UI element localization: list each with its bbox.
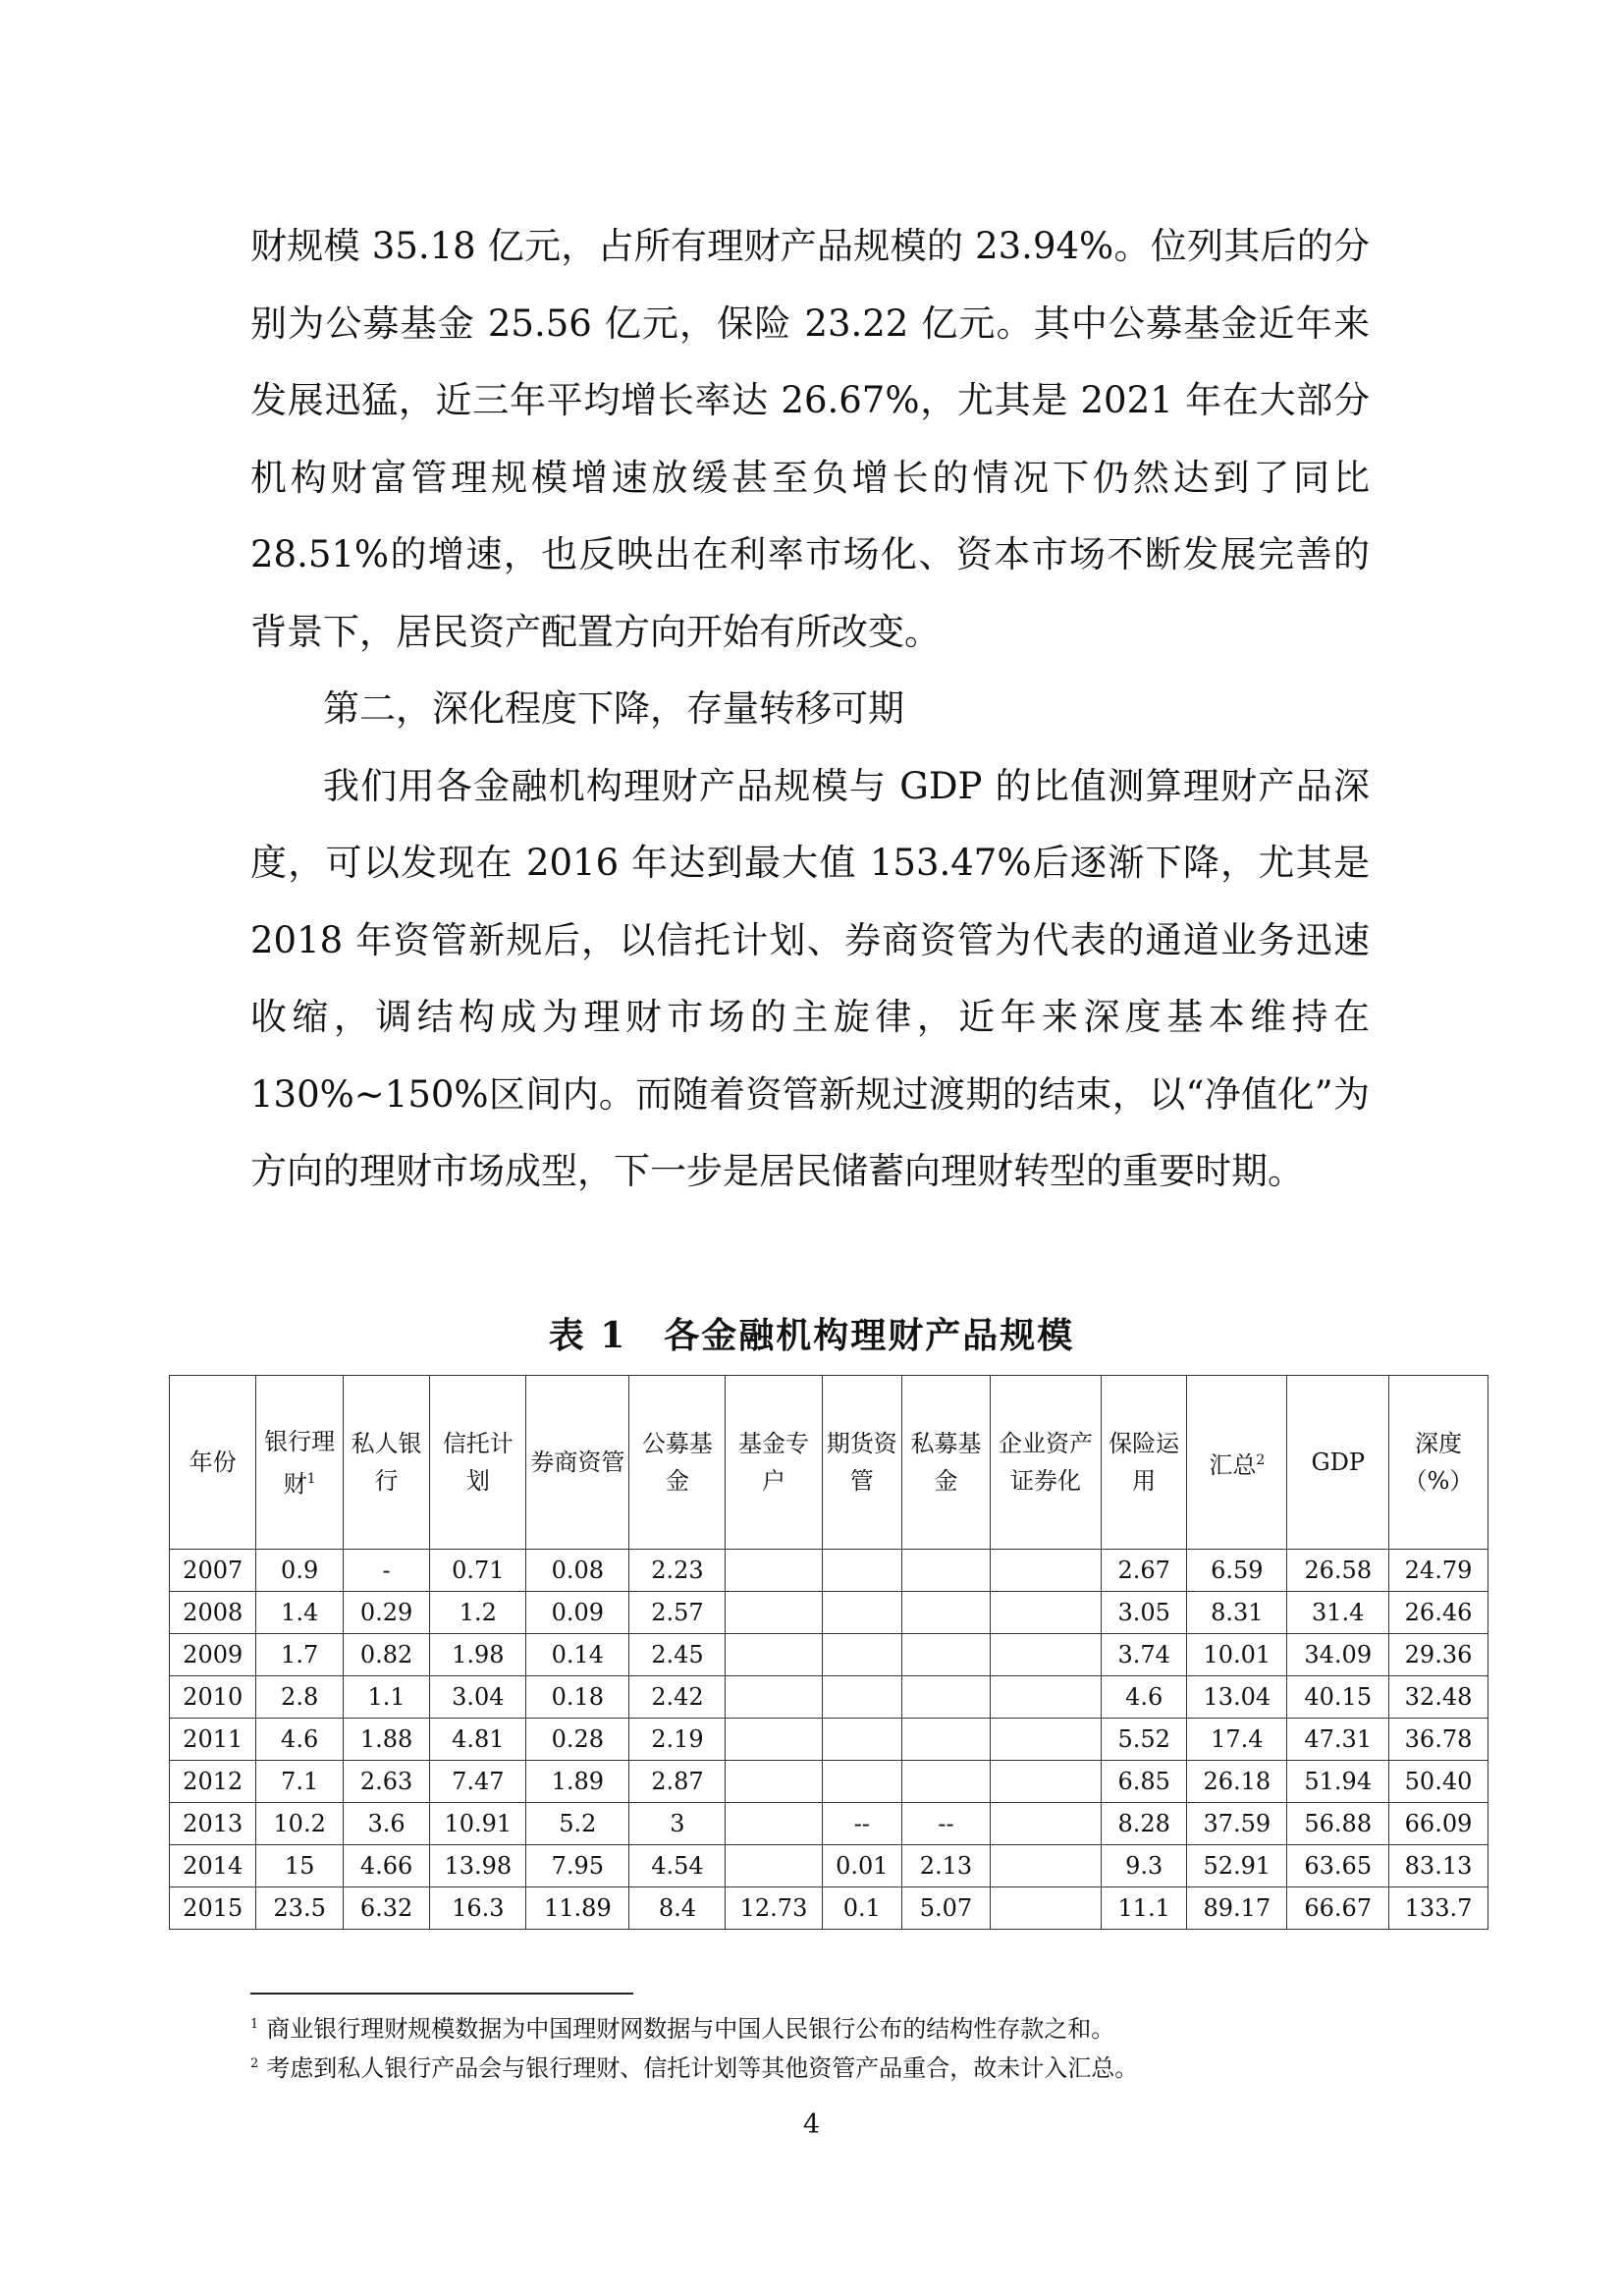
table-cell: 2008 (170, 1592, 256, 1634)
table-cell: 0.29 (343, 1592, 429, 1634)
column-header-label: GDP (1311, 1449, 1366, 1476)
table-cell: 5.07 (902, 1887, 991, 1930)
table-cell: 11.89 (526, 1887, 629, 1930)
table-cell (822, 1634, 902, 1676)
table-cell: 1.4 (256, 1592, 343, 1634)
column-header (343, 1376, 429, 1550)
table-cell: 4.66 (343, 1845, 429, 1887)
table-cell: 1.1 (343, 1676, 429, 1719)
table-cell: 40.15 (1287, 1676, 1389, 1719)
table-row (170, 1803, 1488, 1845)
table-cell (990, 1592, 1101, 1634)
table-cell: 0.09 (526, 1592, 629, 1634)
table-cell: 6.32 (343, 1887, 429, 1930)
table-cell (990, 1803, 1101, 1845)
table-cell: 2.63 (343, 1761, 429, 1803)
table-cell (822, 1761, 902, 1803)
table-cell: 2.13 (902, 1845, 991, 1887)
footnote-2 (250, 2047, 1429, 2086)
table-cell: 5.2 (526, 1803, 629, 1845)
table-cell: 10.91 (430, 1803, 526, 1845)
table-title: 表 1 各金融机构理财产品规模 (548, 1315, 1075, 1356)
column-header-label: 期货资管 (826, 1430, 897, 1495)
table-cell: 10.01 (1187, 1634, 1287, 1676)
table-cell (902, 1761, 991, 1803)
column-header (902, 1376, 991, 1550)
column-header (1389, 1376, 1488, 1550)
footnote-rule (250, 1993, 633, 1995)
table-cell (726, 1761, 822, 1803)
table-row (170, 1887, 1488, 1930)
table-cell: 32.48 (1389, 1676, 1488, 1719)
table-cell: 2014 (170, 1845, 256, 1887)
table-cell: 133.7 (1389, 1887, 1488, 1930)
column-header (726, 1376, 822, 1550)
table-cell: 4.6 (256, 1719, 343, 1761)
table-cell: 1.88 (343, 1719, 429, 1761)
table-header-row (170, 1376, 1488, 1550)
table-cell: 2.57 (629, 1592, 726, 1634)
column-header-label: 汇总 (1209, 1450, 1257, 1479)
column-header-label: 年份 (189, 1449, 237, 1476)
table-cell: 0.01 (822, 1845, 902, 1887)
paragraph-2: 我们用各金融机构理财产品规模与 GDP 的比值测算理财产品深度，可以发现在 2016 年达到最大值 153.47%后逐渐下降，尤其是 2018 年资管新规后，以信托计划、券商资管为代表的通道业务迅速收缩，调结构成为理财市场的主旋律，近年来深度基本维持在 130%~150%区间内。而随着资管新规过渡期的结束，以“净值化”为方向的理财市场成型，下一步是居民储蓄向理财转型的重要时期。 (250, 764, 1370, 1192)
table-cell: 0.28 (526, 1719, 629, 1761)
table-cell: 0.14 (526, 1634, 629, 1676)
table-row (170, 1592, 1488, 1634)
table-cell: 2009 (170, 1634, 256, 1676)
data-table (169, 1375, 1488, 1930)
table-cell: 24.79 (1389, 1550, 1488, 1592)
table-cell: 63.65 (1287, 1845, 1389, 1887)
footnote-1 (250, 2007, 1429, 2047)
column-header (990, 1376, 1101, 1550)
column-header-label: 基金专户 (738, 1430, 809, 1495)
table-cell: 2010 (170, 1676, 256, 1719)
table-cell: 4.6 (1102, 1676, 1187, 1719)
footnote-ref: 2 (1256, 1451, 1266, 1468)
table-cell: 2.87 (629, 1761, 726, 1803)
column-header-label: 企业资产证券化 (999, 1430, 1093, 1495)
table-cell (822, 1592, 902, 1634)
table-cell: 66.09 (1389, 1803, 1488, 1845)
table-cell: 0.71 (430, 1550, 526, 1592)
table-cell: 8.28 (1102, 1803, 1187, 1845)
table-cell: -- (902, 1803, 991, 1845)
table-cell: 26.58 (1287, 1550, 1389, 1592)
table-cell (726, 1719, 822, 1761)
table-cell: 47.31 (1287, 1719, 1389, 1761)
column-header (1187, 1376, 1287, 1550)
table-cell: 83.13 (1389, 1845, 1488, 1887)
section-heading: 第二，深化程度下降，存量转移可期 (323, 687, 904, 730)
table-cell: 3.6 (343, 1803, 429, 1845)
column-header (1287, 1376, 1389, 1550)
table-cell: 66.67 (1287, 1887, 1389, 1930)
table-cell: 3.05 (1102, 1592, 1187, 1634)
table-cell: 0.18 (526, 1676, 629, 1719)
table-row (170, 1719, 1488, 1761)
footnotes (250, 2007, 1429, 2086)
column-header (822, 1376, 902, 1550)
column-header-label: 公募基金 (641, 1430, 713, 1495)
table-cell: 9.3 (1102, 1845, 1187, 1887)
table-cell: 7.1 (256, 1761, 343, 1803)
column-header-label: 券商资管 (530, 1449, 625, 1476)
table-row (170, 1634, 1488, 1676)
table-cell: 2.45 (629, 1634, 726, 1676)
footnote-ref: 1 (306, 1470, 316, 1487)
table-cell: 15 (256, 1845, 343, 1887)
table-cell: 0.9 (256, 1550, 343, 1592)
table-cell: 2.42 (629, 1676, 726, 1719)
table-cell: 2012 (170, 1761, 256, 1803)
table-cell: 2011 (170, 1719, 256, 1761)
table-cell: 2.8 (256, 1676, 343, 1719)
table-cell: 37.59 (1187, 1803, 1287, 1845)
table-cell: 26.18 (1187, 1761, 1287, 1803)
table-cell: 1.7 (256, 1634, 343, 1676)
table-cell: 12.73 (726, 1887, 822, 1930)
table-cell: 16.3 (430, 1887, 526, 1930)
table-cell (902, 1719, 991, 1761)
table-cell: 7.95 (526, 1845, 629, 1887)
table-cell (726, 1803, 822, 1845)
table-cell: 26.46 (1389, 1592, 1488, 1634)
table-cell: 0.1 (822, 1887, 902, 1930)
table-cell: 56.88 (1287, 1803, 1389, 1845)
column-header (430, 1376, 526, 1550)
table-cell: 2.23 (629, 1550, 726, 1592)
table-cell: 2013 (170, 1803, 256, 1845)
table-cell (902, 1550, 991, 1592)
table-cell: 2.19 (629, 1719, 726, 1761)
table-cell: 3.04 (430, 1676, 526, 1719)
column-header (1102, 1376, 1187, 1550)
table-cell (726, 1634, 822, 1676)
body-text (250, 208, 1370, 1211)
table-cell: 31.4 (1287, 1592, 1389, 1634)
table-cell: 3 (629, 1803, 726, 1845)
table-cell: 8.4 (629, 1887, 726, 1930)
table-cell (990, 1676, 1101, 1719)
table-cell: 29.36 (1389, 1634, 1488, 1676)
table-cell: 0.08 (526, 1550, 629, 1592)
table-row (170, 1761, 1488, 1803)
table-cell: 3.74 (1102, 1634, 1187, 1676)
table-cell: 51.94 (1287, 1761, 1389, 1803)
column-header-label: 信托计划 (442, 1430, 514, 1495)
table-cell: - (343, 1550, 429, 1592)
column-header (526, 1376, 629, 1550)
table-cell (726, 1592, 822, 1634)
column-header-label: 银行理财 (264, 1427, 336, 1498)
table-cell: 13.04 (1187, 1676, 1287, 1719)
table-cell (822, 1550, 902, 1592)
table-cell (726, 1845, 822, 1887)
column-header-label: 保险运用 (1109, 1430, 1180, 1495)
table-cell (902, 1592, 991, 1634)
table-cell (726, 1676, 822, 1719)
table-cell: 0.82 (343, 1634, 429, 1676)
table-cell (822, 1719, 902, 1761)
table-cell (990, 1887, 1101, 1930)
footnote-mark: 1 (250, 2017, 259, 2032)
table-cell: 4.54 (629, 1845, 726, 1887)
table-cell: 52.91 (1187, 1845, 1287, 1887)
column-header-label: 深度（%） (1403, 1430, 1474, 1495)
page-number: 4 (802, 2109, 821, 2140)
table-cell (990, 1761, 1101, 1803)
table-cell (822, 1676, 902, 1719)
footnote-text: 考虑到私人银行产品会与银行理财、信托计划等其他资管产品重合，故未计入汇总。 (266, 2054, 1139, 2082)
table-body (170, 1550, 1488, 1930)
table-cell (902, 1634, 991, 1676)
table-row (170, 1550, 1488, 1592)
table-cell: 13.98 (430, 1845, 526, 1887)
table-cell: 4.81 (430, 1719, 526, 1761)
column-header (170, 1376, 256, 1550)
column-header-label: 私募基金 (910, 1430, 982, 1495)
table-cell: 6.59 (1187, 1550, 1287, 1592)
table-cell: 2.67 (1102, 1550, 1187, 1592)
table-cell: 1.89 (526, 1761, 629, 1803)
column-header (629, 1376, 726, 1550)
table-cell: 6.85 (1102, 1761, 1187, 1803)
table-cell: 50.40 (1389, 1761, 1488, 1803)
table-cell: 2015 (170, 1887, 256, 1930)
table-cell: 17.4 (1187, 1719, 1287, 1761)
footnote-text: 商业银行理财规模数据为中国理财网数据与中国人民银行公布的结构性存款之和。 (266, 2015, 1115, 2043)
paragraph-1: 财规模 35.18 亿元，占所有理财产品规模的 23.94%。位列其后的分别为公募基金 25.56 亿元，保险 23.22 亿元。其中公募基金近年来发展迅猛，近三年平均增长率达 26.67%，尤其是 2021 年在大部分机构财富管理规模增速放缓甚至负增长的情况下仍然达到了同比 28.51%的增速，也反映出在利率市场化、资本市场不断发展完善的背景下，居民资产配置方向开始有所改变。 (250, 225, 1370, 653)
table-row (170, 1676, 1488, 1719)
table-cell (990, 1634, 1101, 1676)
table-cell (726, 1550, 822, 1592)
table-cell: 5.52 (1102, 1719, 1187, 1761)
table-cell: 7.47 (430, 1761, 526, 1803)
table-cell (990, 1719, 1101, 1761)
table-cell: 1.2 (430, 1592, 526, 1634)
table-cell: 11.1 (1102, 1887, 1187, 1930)
column-header (256, 1376, 343, 1550)
table-cell: 2007 (170, 1550, 256, 1592)
table-cell (990, 1550, 1101, 1592)
table-row (170, 1845, 1488, 1887)
column-header-label: 私人银行 (351, 1430, 422, 1495)
table-cell: 23.5 (256, 1887, 343, 1930)
table-cell: 1.98 (430, 1634, 526, 1676)
table-cell: 34.09 (1287, 1634, 1389, 1676)
table-cell: 8.31 (1187, 1592, 1287, 1634)
table-cell: -- (822, 1803, 902, 1845)
table-cell: 10.2 (256, 1803, 343, 1845)
table-cell (902, 1676, 991, 1719)
table-cell: 89.17 (1187, 1887, 1287, 1930)
table-cell: 36.78 (1389, 1719, 1488, 1761)
footnote-mark: 2 (250, 2056, 259, 2071)
table-cell (990, 1845, 1101, 1887)
